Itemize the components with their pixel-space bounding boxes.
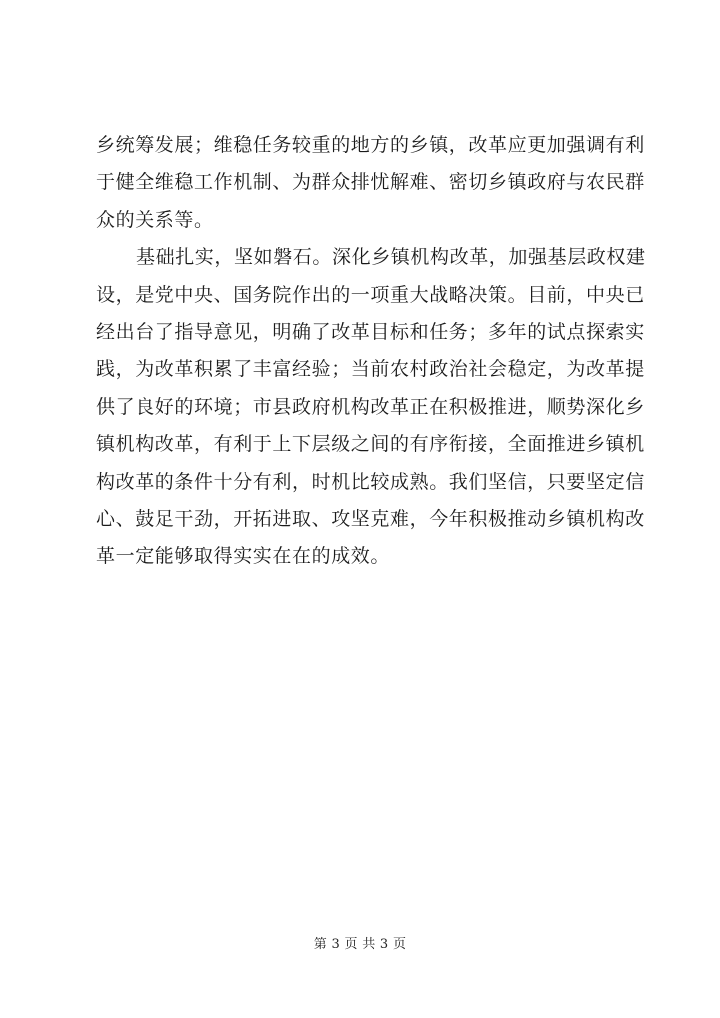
paragraph-2-line-3: 经出台了指导意见，明确了改革目标和任务；多年的试点探索实 bbox=[96, 320, 645, 343]
paragraph-1-line-1: 乡统筹发展；维稳任务较重的地方的乡镇，改革应更加强调有利 bbox=[96, 134, 645, 156]
document-body bbox=[96, 127, 646, 576]
paragraph-2-line-4: 践，为改革积累了丰富经验；当前农村政治社会稳定，为改革提 bbox=[96, 358, 645, 381]
paragraph-2-line-6: 镇机构改革，有利于上下层级之间的有序衔接，全面推进乡镇机 bbox=[96, 433, 645, 456]
paragraph-2-line-9: 革一定能够取得实实在在的成效。 bbox=[96, 545, 391, 568]
paragraph-2-line-2: 设，是党中央、国务院作出的一项重大战略决策。目前，中央已 bbox=[96, 283, 645, 306]
paragraph-2-line-8: 心、鼓足干劲，开拓进取、攻坚克难，今年积极推动乡镇机构改 bbox=[96, 507, 645, 530]
paragraph-2-line-7: 构改革的条件十分有利，时机比较成熟。我们坚信，只要坚定信 bbox=[96, 470, 645, 493]
page-number-footer: 第 3 页 共 3 页 bbox=[313, 937, 407, 952]
paragraph-2-line-5: 供了良好的环境；市县政府机构改革正在积极推进，顺势深化乡 bbox=[96, 395, 645, 418]
paragraph-2-line-1: 基础扎实，坚如磐石。深化乡镇机构改革，加强基层政权建 bbox=[136, 246, 646, 269]
paragraph-1-line-3: 众的关系等。 bbox=[96, 208, 214, 231]
paragraph-1-line-2: 于健全维稳工作机制、为群众排忧解难、密切乡镇政府与农民群 bbox=[96, 171, 645, 194]
